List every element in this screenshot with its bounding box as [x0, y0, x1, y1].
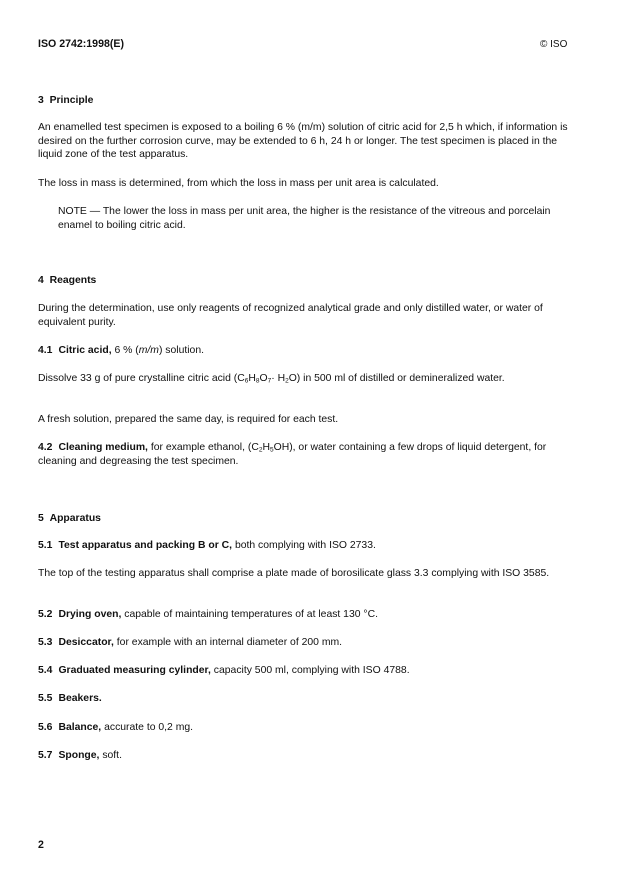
item-number: 5.2 [38, 609, 53, 620]
item-4-2 [38, 441, 583, 468]
item-number: 4.1 [38, 345, 53, 356]
formula-text: O [259, 373, 268, 384]
formula-subscript: 2 [258, 446, 263, 454]
item-text: ) solution. [158, 345, 204, 356]
formula-text: Dissolve 33 g of pure crystalline citric acid (C [38, 373, 245, 384]
section-title: Apparatus [49, 513, 101, 524]
dissolve-paragraph [38, 372, 583, 386]
item-text: soft. [99, 750, 122, 761]
copyright-notice: © ISO [540, 39, 568, 50]
item-number: 5.6 [38, 722, 53, 733]
item-text: capacity 500 ml, complying with ISO 4788. [210, 665, 410, 676]
item-term: Test apparatus and packing B or C, [58, 540, 233, 551]
section-number: 5 [38, 513, 44, 524]
loss-in-mass-paragraph: The loss in mass is determined, from which the loss in mass per unit area is calculated. [38, 178, 439, 189]
item-term: Drying oven, [58, 609, 122, 620]
item-5-5 [38, 692, 583, 706]
glass-plate-paragraph: The top of the testing apparatus shall comprise a plate made of borosilicate glass 3.3 complying with ISO 3585. [38, 568, 550, 579]
section-title: Reagents [49, 275, 97, 286]
page-number: 2 [38, 839, 44, 851]
item-text: capable of maintaining temperatures of at least 130 °C. [121, 609, 378, 620]
item-5-6 [38, 721, 583, 735]
principle-paragraph: An enamelled test specimen is exposed to a boiling 6 % (m/m) solution of citric acid for 2,5 h which, if information is desired on the further corrosion curve, may be extended to 6 h, 24 h or longer. The test specimen is placed in the liquid zone of the test apparatus. [38, 122, 568, 161]
section-3-heading [38, 94, 583, 108]
item-term: Desiccator, [58, 637, 114, 648]
item-5-7 [38, 749, 583, 763]
formula-text: O) in 500 ml of distilled or demineralized water. [288, 373, 505, 384]
item-4-1 [38, 344, 583, 358]
formula-text: for example ethanol, (C [147, 442, 259, 453]
item-number: 5.1 [38, 540, 53, 551]
item-text: m/m [138, 345, 159, 356]
section-5-heading [38, 512, 583, 526]
fresh-solution-paragraph: A fresh solution, prepared the same day, is required for each test. [38, 414, 339, 425]
formula-text: H [262, 442, 270, 453]
section-number: 3 [38, 95, 44, 106]
formula-subscript: 6 [244, 377, 249, 385]
item-number: 5.4 [38, 665, 53, 676]
item-5-3 [38, 636, 583, 650]
item-term: Citric acid, [58, 345, 112, 356]
item-number: 5.5 [38, 693, 53, 704]
item-text: both complying with ISO 2733. [232, 540, 376, 551]
document-id: ISO 2742:1998(E) [38, 38, 124, 50]
reagents-intro-paragraph: During the determination, use only reagents of recognized analytical grade and only distilled water, or water of equivalent purity. [38, 303, 543, 328]
formula-subscript: 5 [269, 446, 274, 454]
item-text: accurate to 0,2 mg. [101, 722, 194, 733]
item-5-1 [38, 539, 583, 553]
item-term: Balance, [58, 722, 102, 733]
section-number: 4 [38, 275, 44, 286]
item-term: Cleaning medium, [58, 442, 148, 453]
section-title: Principle [49, 95, 94, 106]
item-term: Beakers. [58, 693, 102, 704]
section-4-heading [38, 274, 583, 288]
formula-subscript: 2 [285, 377, 289, 385]
item-5-2 [38, 608, 583, 622]
item-term: Sponge, [58, 750, 100, 761]
formula-text: H [248, 373, 256, 384]
formula-text: OH), or water containing a few drops of liquid detergent, for cleaning and degreasing the test specimen. [38, 442, 547, 467]
formula-text: · H [271, 373, 286, 384]
formula-subscript: 8 [255, 377, 260, 385]
item-term: Graduated measuring cylinder, [58, 665, 211, 676]
item-text: for example with an internal diameter of 200 mm. [113, 637, 343, 648]
item-number: 5.7 [38, 750, 53, 761]
note-paragraph: NOTE — The lower the loss in mass per unit area, the higher is the resistance of the vitreous and porcelain enamel to boiling citric acid. [58, 206, 551, 231]
item-number: 4.2 [38, 442, 53, 453]
item-text: 6 % ( [111, 345, 139, 356]
formula-subscript: 7 [267, 377, 272, 385]
item-5-4 [38, 664, 583, 678]
item-number: 5.3 [38, 637, 53, 648]
